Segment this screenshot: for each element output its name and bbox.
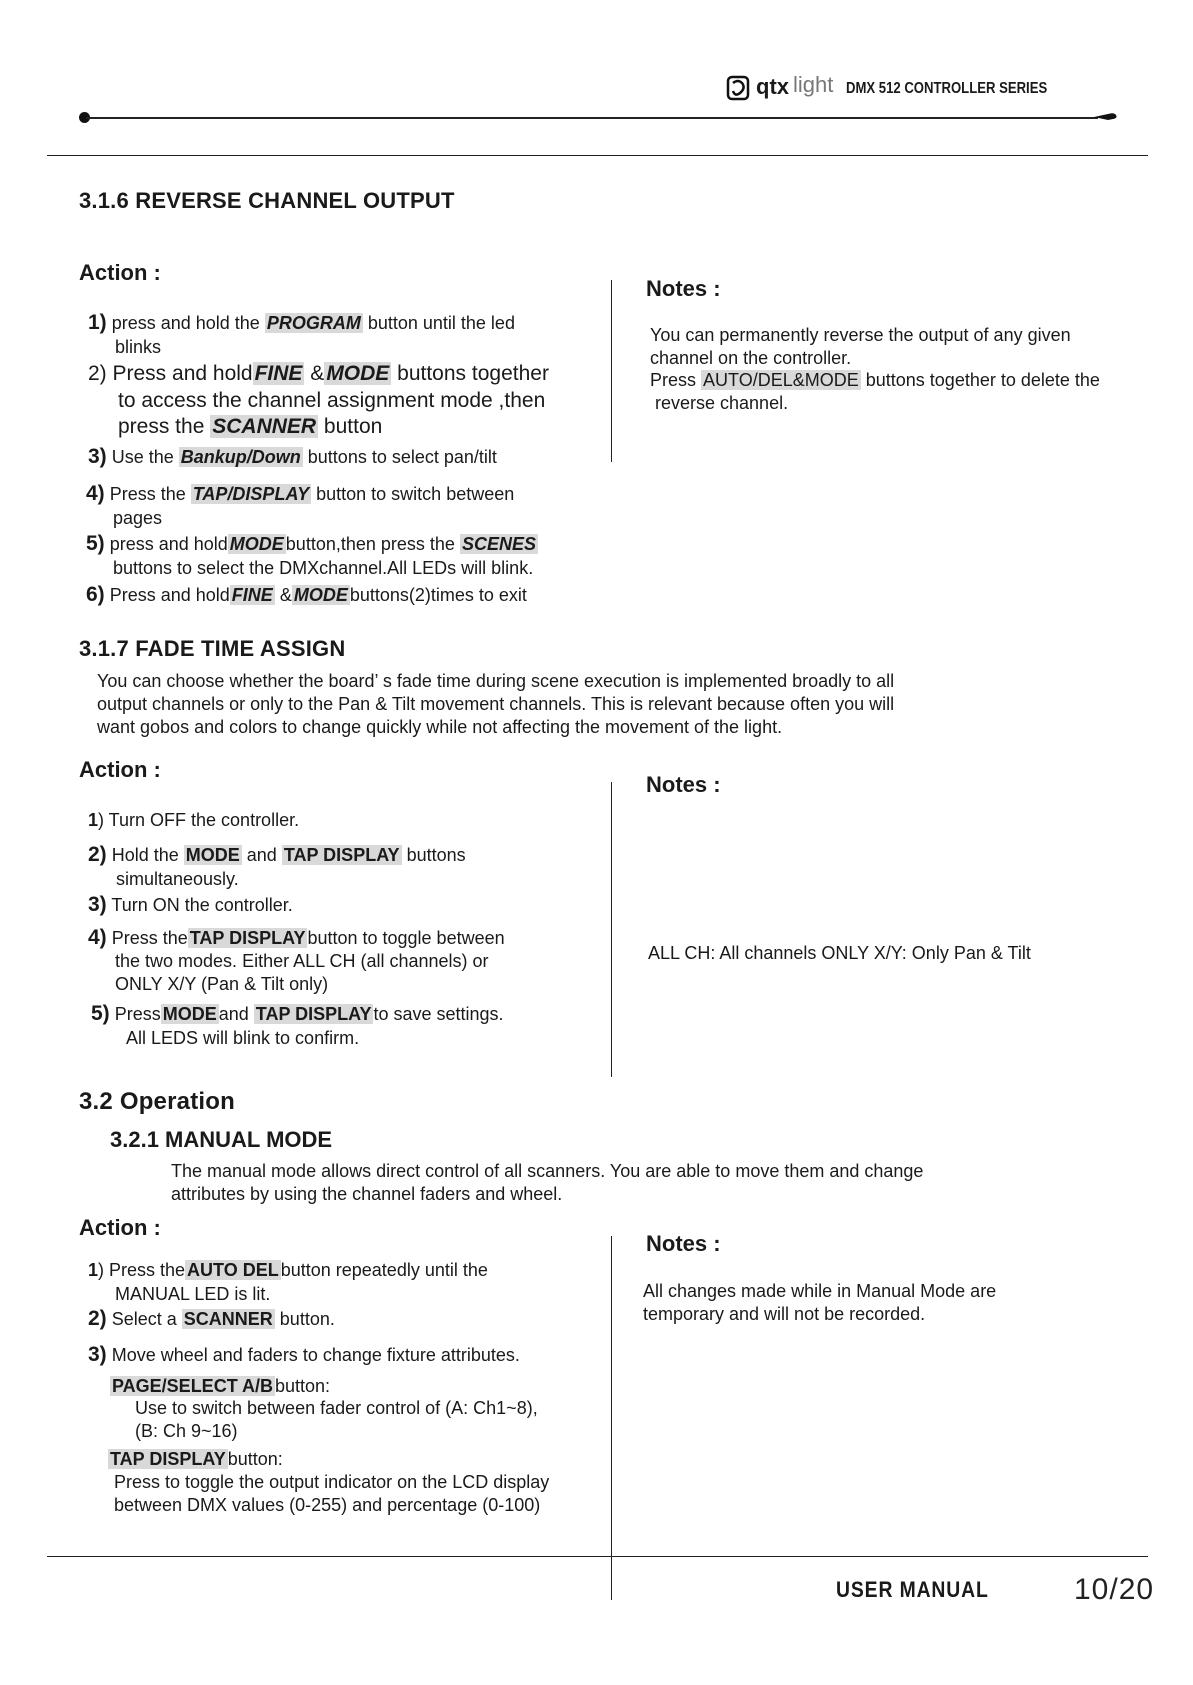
column-divider <box>611 1236 612 1600</box>
step-4-cont: the two modes. Either ALL CH (all channels) or <box>115 951 489 971</box>
step-5-cont: All LEDS will blink to confirm. <box>126 1028 360 1048</box>
tap-display-item: TAP DISPLAY button: <box>110 1449 283 1469</box>
mode-button-label: MODE <box>229 534 284 554</box>
step-1: 1) press and hold the PROGRAM button until the led <box>88 311 515 334</box>
notes-line-2: temporary and will not be recorded. <box>643 1304 926 1324</box>
brand-logo <box>726 72 1048 104</box>
header-series: DMX 512 CONTROLLER SERIES <box>846 80 1048 97</box>
bankup-down-button-label: Bankup/Down <box>180 447 301 467</box>
brand-light: light <box>793 72 834 97</box>
section-title-operation: 3.2 Operation <box>79 1088 235 1115</box>
logo-icon <box>726 74 752 102</box>
page-select-desc-1: Use to switch between fader control of (A: Ch1~8), <box>135 1398 538 1418</box>
step-2-cont: to access the channel assignment mode ,then <box>118 389 546 412</box>
pointer-icon <box>1094 110 1118 124</box>
mode-button-label: MODE <box>185 845 240 865</box>
action-heading: Action : <box>79 1215 161 1240</box>
step-3: 3) Use the Bankup/Down buttons to select pan/tilt <box>88 445 497 468</box>
step-5-cont: buttons to select the DMXchannel.All LEDs will blink. <box>113 558 534 578</box>
notes-heading: Notes : <box>646 276 721 301</box>
scenes-button-label: SCENES <box>461 534 536 554</box>
tap-display-desc-2: between DMX values (0-255) and percentage (0-100) <box>114 1495 541 1515</box>
footer-rule <box>47 1556 1148 1557</box>
step-3: 3) Turn ON the controller. <box>88 893 293 916</box>
fine-button-label: FINE <box>231 585 273 605</box>
section-title-fade-time: 3.1.7 FADE TIME ASSIGN <box>79 636 346 661</box>
notes-heading: Notes : <box>646 772 721 797</box>
step-4-cont: pages <box>113 508 163 528</box>
program-button-label: PROGRAM <box>266 313 361 333</box>
notes-line-2: channel on the controller. <box>650 348 852 368</box>
scanner-button-label: SCANNER <box>183 1309 273 1329</box>
step-2: 2) Hold the MODE and TAP DISPLAY buttons <box>88 843 466 866</box>
action-heading: Action : <box>79 757 161 782</box>
intro-line-2: output channels or only to the Pan & Tilt movement channels. This is relevant because often you will <box>97 694 895 714</box>
step-4: 4) Press the TAP DISPLAY button to toggle between <box>88 926 505 949</box>
fine-button-label: FINE <box>254 362 303 385</box>
tap-display-desc-1: Press to toggle the output indicator on the LCD display <box>114 1472 550 1492</box>
step-1-cont: blinks <box>115 337 162 357</box>
notes-line-4: reverse channel. <box>655 393 789 413</box>
intro-line-1: The manual mode allows direct control of all scanners. You are able to move them and change <box>171 1161 924 1181</box>
column-divider <box>611 782 612 1077</box>
intro-line-3: want gobos and colors to change quickly while not affecting the movement of the light. <box>97 717 783 737</box>
step-5: 5) press and hold MODE button,then press the SCENES <box>86 532 536 555</box>
subsection-title-manual-mode: 3.2.1 MANUAL MODE <box>110 1127 333 1152</box>
tap-display-button-label: TAP DISPLAY <box>255 1004 372 1024</box>
step-1-cont: MANUAL LED is lit. <box>115 1284 271 1304</box>
mode-button-label: MODE <box>162 1004 217 1024</box>
step-5: 5) Press MODE and TAP DISPLAY to save settings. <box>91 1002 504 1025</box>
tap-display-button-label: TAP/DISPLAY <box>192 484 310 504</box>
intro-line-2: attributes by using the channel faders and wheel. <box>171 1184 563 1204</box>
notes-line-1: You can permanently reverse the output of any given <box>650 325 1071 345</box>
top-divider <box>47 155 1148 156</box>
notes-line-3: Press AUTO/DEL&MODE buttons together to delete the <box>650 370 1100 390</box>
step-3: 3) Move wheel and faders to change fixture attributes. <box>88 1343 520 1366</box>
mode-button-label: MODE <box>293 585 348 605</box>
mode-button-label: MODE <box>326 362 390 385</box>
notes-line-1: All changes made while in Manual Mode are <box>643 1281 997 1301</box>
tap-display-button-label: TAP DISPLAY <box>189 928 306 948</box>
notes-text: ALL CH: All channels ONLY X/Y: Only Pan & Tilt <box>648 943 1031 963</box>
notes-heading: Notes : <box>646 1231 721 1256</box>
header-rule <box>86 117 1098 119</box>
step-1: 1) Turn OFF the controller. <box>88 810 300 830</box>
step-2-cont2: press the SCANNER button <box>118 415 383 438</box>
action-heading: Action : <box>79 260 161 285</box>
auto-del-button-label: AUTO DEL <box>187 1260 279 1280</box>
step-6: 6) Press and hold FINE & MODE buttons(2)times to exit <box>86 583 527 606</box>
scanner-button-label: SCANNER <box>212 415 317 438</box>
intro-line-1: You can choose whether the board’ s fade time during scene execution is implemented broadly to all <box>97 671 895 691</box>
brand-main: qtx <box>756 74 789 99</box>
step-1: 1) Press the AUTO DEL button repeatedly until the <box>88 1260 488 1280</box>
section-title-reverse-channel: 3.1.6 REVERSE CHANNEL OUTPUT <box>79 188 455 213</box>
page-select-desc-2: (B: Ch 9~16) <box>135 1421 238 1441</box>
step-2: 2) Press and holdFINE &MODE buttons together <box>88 362 549 385</box>
step-2-cont: simultaneously. <box>116 869 239 889</box>
auto-del-mode-button-label: AUTO/DEL&MODE <box>703 370 859 390</box>
tap-display-button-label: TAP DISPLAY <box>110 1449 226 1469</box>
footer-label: USER MANUAL <box>836 1577 989 1602</box>
page-number: 10/20 <box>1074 1573 1155 1606</box>
tap-display-button-label: TAP DISPLAY <box>283 845 400 865</box>
column-divider <box>611 280 612 462</box>
step-2: 2) Select a SCANNER button. <box>88 1307 335 1330</box>
page-select-item: PAGE/SELECT A/B button: <box>112 1376 331 1396</box>
step-4-cont2: ONLY X/Y (Pan & Tilt only) <box>115 974 329 994</box>
step-4: 4) Press the TAP/DISPLAY button to switch between <box>86 482 515 505</box>
page-select-button-label: PAGE/SELECT A/B <box>112 1376 274 1396</box>
